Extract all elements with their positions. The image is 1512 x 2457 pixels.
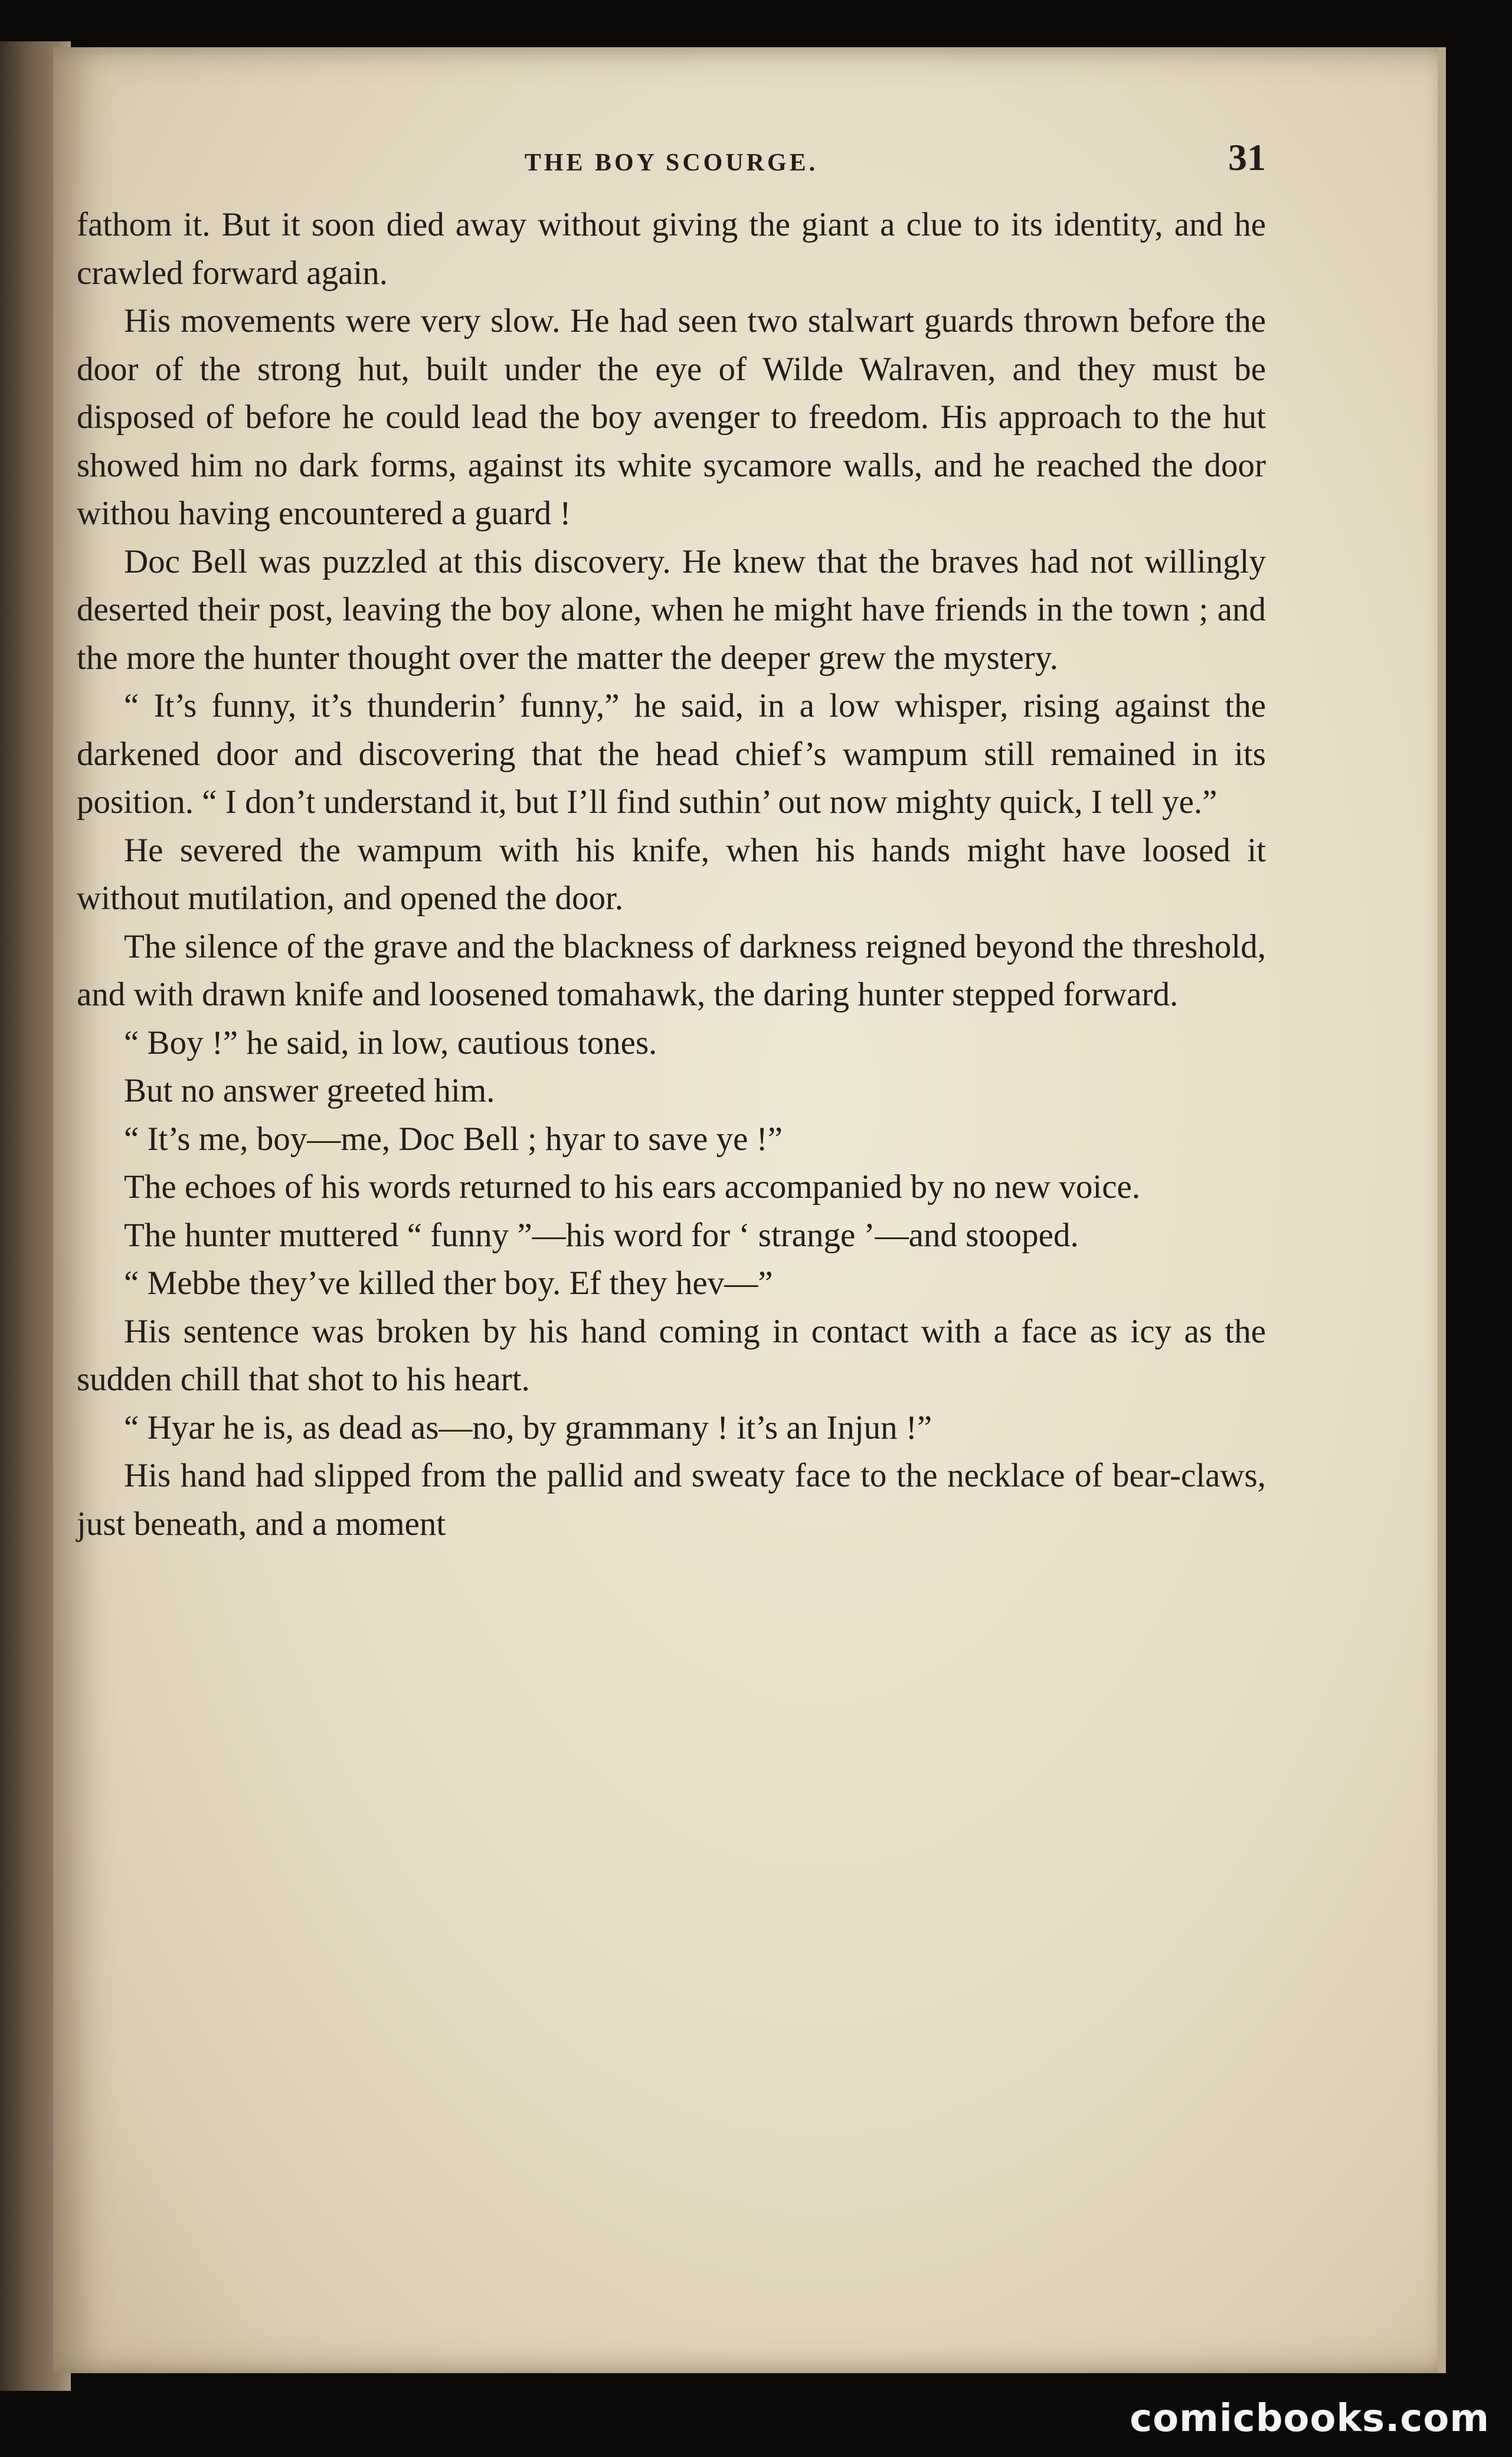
page-edge — [1438, 47, 1446, 2373]
paragraph: “ It’s funny, it’s thunderin’ funny,” he said, in a low whisper, rising against the darkened door and discovering that the head chief’s wampum still remained in its position. “ I don’t understand it, but I’ll find suthin’ out now mighty quick, I tell ye.” — [77, 687, 1266, 821]
body-text — [77, 201, 1266, 1548]
paragraph: His movements were very slow. He had seen two stalwart guards thrown before the door of the strong hut, built under the eye of Wilde Walraven, and they must be disposed of before he could lead the boy avenger to freedom. His approach to the hut showed him no dark forms, against its white sycamore walls, and he reached the door withou having encountered a guard ! — [77, 302, 1266, 532]
paragraph: Doc Bell was puzzled at this discovery. He knew that the braves had not willingly deserted their post, leaving the boy alone, when he might have friends in the town ; and the more the hunter thought over the matter the deeper grew the mystery. — [77, 543, 1266, 677]
paragraph: “ Boy !” he said, in low, cautious tones. — [124, 1024, 657, 1061]
page-number: 31 — [1228, 136, 1266, 178]
paragraph: His hand had slipped from the pallid and sweaty face to the necklace of bear-claws, just beneath, and a moment — [77, 1457, 1266, 1543]
paragraph: But no answer greeted him. — [124, 1072, 495, 1109]
page-header — [77, 118, 1266, 189]
paragraph: His sentence was broken by his hand coming in contact with a face as icy as the sudden chill that shot to his heart. — [77, 1312, 1266, 1398]
running-head: THE BOY SCOURGE. — [524, 149, 819, 177]
paragraph: “ Hyar he is, as dead as—no, by grammany ! it’s an Injun !” — [124, 1409, 932, 1446]
paragraph: He severed the wampum with his knife, when his hands might have loosed it without mutilation, and opened the door. — [77, 831, 1266, 917]
paragraph: “ It’s me, boy—me, Doc Bell ; hyar to save ye !” — [124, 1120, 783, 1158]
paragraph: The echoes of his words returned to his ears accompanied by no new voice. — [124, 1168, 1141, 1205]
watermark-text: comicbooks.com — [1130, 2397, 1490, 2440]
paragraph: The hunter muttered “ funny ”—his word for ‘ strange ’—and stooped. — [124, 1216, 1079, 1254]
paragraph: “ Mebbe they’ve killed ther boy. Ef they hev—” — [124, 1265, 773, 1302]
paragraph: fathom it. But it soon died away without giving the giant a clue to its identity, and he crawled forward again. — [77, 206, 1266, 292]
paragraph: The silence of the grave and the blackness of darkness reigned beyond the threshold, and with drawn knife and loosened tomahawk, the daring hunter stepped forward. — [77, 927, 1266, 1013]
